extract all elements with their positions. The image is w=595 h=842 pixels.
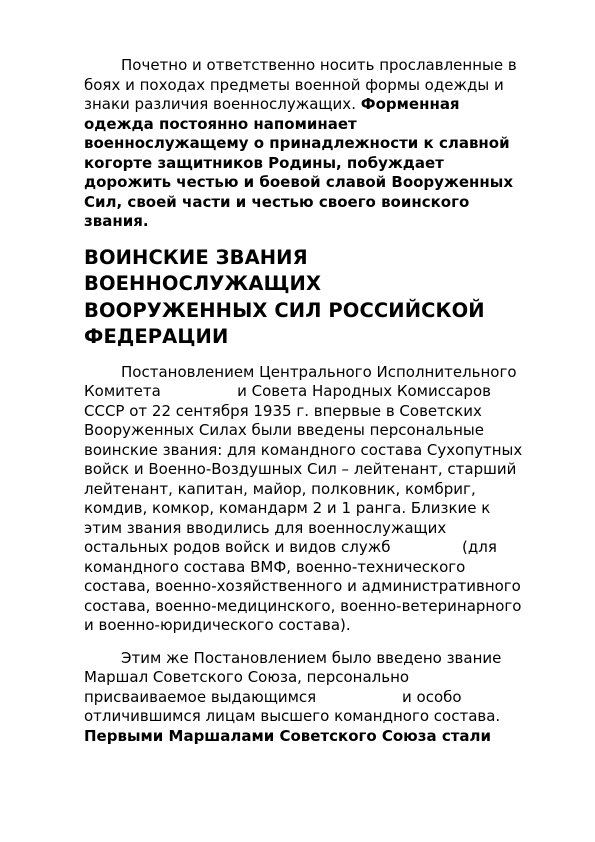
text-line: СССР от 22 сентября 1935 г. впервые в Советских (84, 401, 482, 420)
text-line: Вооруженных Силах были введены персональные (84, 421, 484, 439)
bold-text-line: одежда постоянно напоминает (84, 114, 357, 133)
document-page (84, 56, 552, 746)
heading-line: ВОИНСКИЕ ЗВАНИЯ (84, 245, 308, 269)
text-line: остальных родов войск и видов служб (для (84, 538, 497, 556)
text-line: боях и походах предметы военной формы одежды и (84, 75, 504, 94)
text-line: лейтенант, капитан, майор, полковник, комбриг, (84, 479, 476, 498)
heading-line: ФЕДЕРАЦИИ (84, 325, 229, 348)
text-line-mixed (84, 95, 552, 115)
paragraph-marshal-rank (84, 649, 552, 747)
text-line: войск и Военно-Воздушных Сил – лейтенант, старший (84, 460, 517, 478)
text-line: и военно-юридического состава). (84, 616, 351, 634)
text-line: командного состава ВМФ, военно-технического (84, 557, 466, 576)
text-line: Постановлением Центрального Исполнительного (121, 362, 517, 381)
text-line: отличившимся лицам высшего командного состава. (84, 707, 501, 725)
text-line: состава, военно-медицинского, военно-ветеринарного (84, 596, 522, 615)
text-line: воинские звания: для командного состава Сухопутных (84, 440, 523, 459)
bold-text-line: звания. (84, 212, 149, 230)
text-run: знаки различия военнослужащих. (84, 95, 361, 113)
bold-text-line: военнослужащему о принадлежности к славной (84, 134, 510, 152)
text-line: присваиваемое выдающимся и особо (84, 687, 462, 706)
heading-line: ВООРУЖЕННЫХ СИЛ РОССИЙСКОЙ (84, 298, 485, 322)
paragraph-uniform-honor (84, 56, 552, 232)
bold-text-line: Первыми Маршалами Советского Союза стали (84, 726, 492, 745)
text-line: Комитета и Совета Народных Комиссаров (84, 382, 491, 400)
heading-line: ВОЕННОСЛУЖАЩИХ (84, 272, 322, 295)
text-line: Маршал Советского Союза, персонально (84, 668, 410, 686)
bold-text-line: дорожить честью и боевой славой Вооруженных (84, 173, 514, 191)
text-line: состава, военно-хозяйственного и административного (84, 577, 521, 595)
text-line: этим звания вводились для военнослужащих (84, 518, 447, 537)
paragraph-decree-1935 (84, 363, 552, 636)
text-line: Этим же Постановлением было введено звание (121, 648, 502, 667)
bold-text-line: когорте защитников Родины, побуждает (84, 153, 444, 172)
section-heading (84, 245, 552, 351)
text-line: Почетно и ответственно носить прославленные в (121, 56, 517, 74)
bold-text-line: Сил, своей части и честью своего воинского (84, 192, 470, 211)
bold-text-run: Форменная (360, 95, 460, 113)
text-line: комдив, комкор, командарм 2 и 1 ранга. Близкие к (84, 499, 491, 517)
